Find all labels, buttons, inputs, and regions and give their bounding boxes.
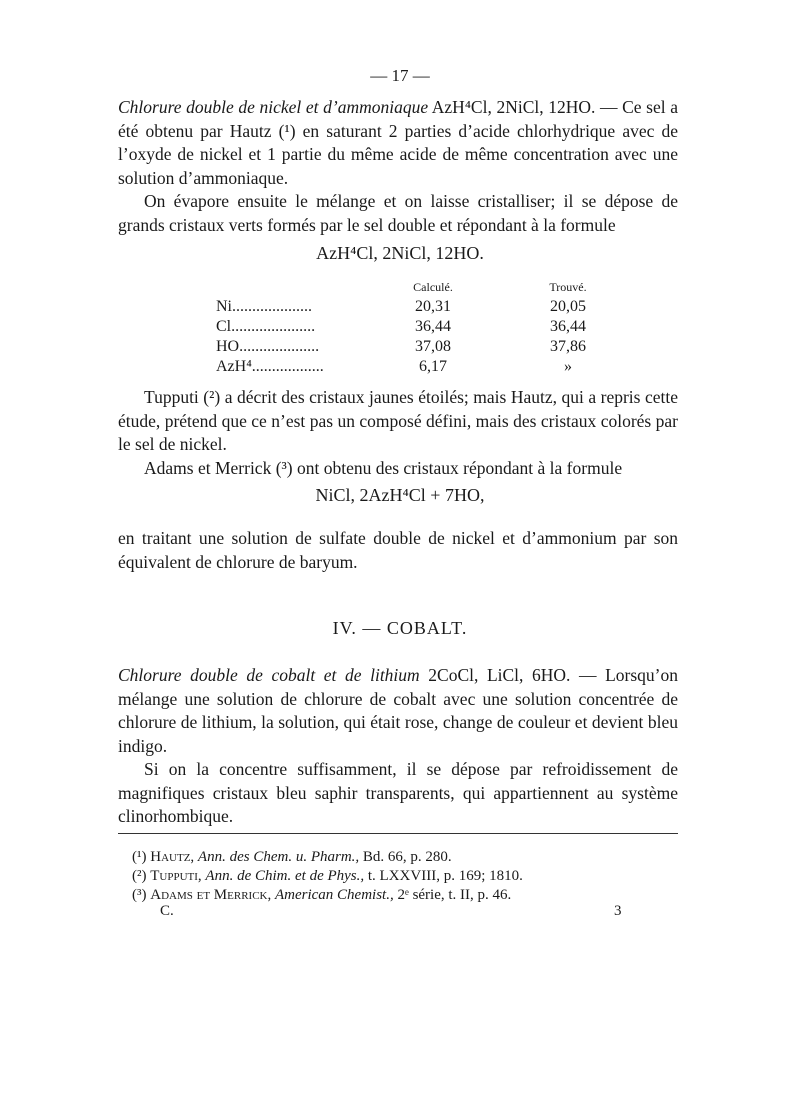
- compound-heading: Chlorure double de nickel et d’ammoniaque: [118, 97, 429, 117]
- compound-formula: 2CoCl, LiCl, 6HO. —: [428, 665, 597, 685]
- row-calc: 36,44: [415, 318, 451, 335]
- paragraph-text: Ce sel a été obtenu par Hautz (¹) en saturant 2 parties d’acide chlorhydrique avec de l’oxyde de nickel et 1 partie du même acide de même concentration avec une solution d’ammoniaque.: [118, 97, 678, 188]
- row-label: AzH⁴..................: [216, 358, 324, 375]
- footnote-source: Ann. de Chim. et de Phys.,: [205, 868, 365, 884]
- compound-heading: Chlorure double de cobalt et de lithium: [118, 665, 420, 685]
- footnote: [132, 886, 672, 905]
- paragraph: Si on la concentre suffisamment, il se dépose par refroidissement de magnifiques cristaux bleu saphir transparents, qui appartiennent au système clinorhombique.: [118, 759, 678, 826]
- footnote-divider: [118, 833, 678, 834]
- footnotes: [132, 848, 672, 905]
- row-found: »: [564, 358, 572, 375]
- paragraph: Tupputi (²) a décrit des cristaux jaunes étoilés; mais Hautz, qui a repris cette étude, prétend que ce n’est pas un composé défini, mais des cristaux colorés par le sel de nickel.: [118, 387, 678, 454]
- footnote-rest: 2ᵉ série, t. II, p. 46.: [397, 887, 512, 903]
- section-adams-continued: [118, 527, 678, 574]
- footnote: [132, 867, 672, 886]
- footnote: [132, 848, 672, 867]
- paragraph: On évapore ensuite le mélange et on laisse cristalliser; il se dépose de grands cristaux verts formés par le sel double et répondant à la formule: [118, 191, 678, 235]
- row-found: 36,44: [550, 318, 586, 335]
- row-label: Ni....................: [216, 298, 312, 315]
- paragraph: en traitant une solution de sulfate double de nickel et d’ammonium par son équivalent de chlorure de baryum.: [118, 528, 678, 572]
- paragraph-text: Lorsqu’on mélange une solution de chlorure de cobalt avec une solution concentrée de chlorure de lithium, la solution, qui était rose, change de couleur et devient bleu indigo.: [118, 665, 678, 756]
- row-calc: 37,08: [415, 338, 451, 355]
- row-found: 20,05: [550, 298, 586, 315]
- row-found: 37,86: [550, 338, 586, 355]
- footnote-rest: Bd. 66, p. 280.: [362, 849, 452, 865]
- table-header-calc: Calculé.: [413, 280, 453, 294]
- formula: NiCl, 2AzH⁴Cl + 7HO,: [315, 485, 485, 505]
- table-row: [216, 338, 606, 358]
- page-number: — 17 —: [370, 66, 430, 85]
- row-label: HO....................: [216, 338, 320, 355]
- footnote-mark: (²): [132, 868, 147, 884]
- paragraph: [118, 664, 678, 758]
- row-label: Cl.....................: [216, 318, 316, 335]
- table-row: [216, 298, 606, 318]
- signature-letter: C.: [160, 903, 174, 919]
- footnote-source: American Chemist.,: [274, 887, 394, 903]
- footnote-author: Tupputi,: [150, 868, 202, 884]
- footnote-rest: t. LXXVIII, p. 169; 1810.: [367, 868, 523, 884]
- section-nickel-ammonium: [118, 96, 678, 237]
- section-tupputi-adams: [118, 386, 678, 480]
- row-calc: 6,17: [419, 358, 447, 375]
- table-row: [216, 318, 606, 338]
- row-calc: 20,31: [415, 298, 451, 315]
- section-heading: IV. — COBALT.: [332, 618, 468, 638]
- footnote-mark: (³): [132, 887, 147, 903]
- compound-formula: AzH⁴Cl, 2NiCl, 12HO. —: [431, 97, 618, 117]
- table-row: [216, 358, 606, 378]
- footnote-mark: (¹): [132, 849, 147, 865]
- signature-number: 3: [614, 903, 622, 919]
- table-header-found: Trouvé.: [549, 280, 587, 294]
- formula: AzH⁴Cl, 2NiCl, 12HO.: [316, 243, 484, 263]
- paragraph: [118, 96, 678, 190]
- section-cobalt-lithium: [118, 664, 678, 829]
- footnote-author: Adams et Merrick,: [150, 887, 272, 903]
- footnote-source: Ann. des Chem. u. Pharm.,: [197, 849, 360, 865]
- footnote-author: Hautz,: [150, 849, 195, 865]
- paragraph: Adams et Merrick (³) ont obtenu des cristaux répondant à la formule: [144, 457, 623, 478]
